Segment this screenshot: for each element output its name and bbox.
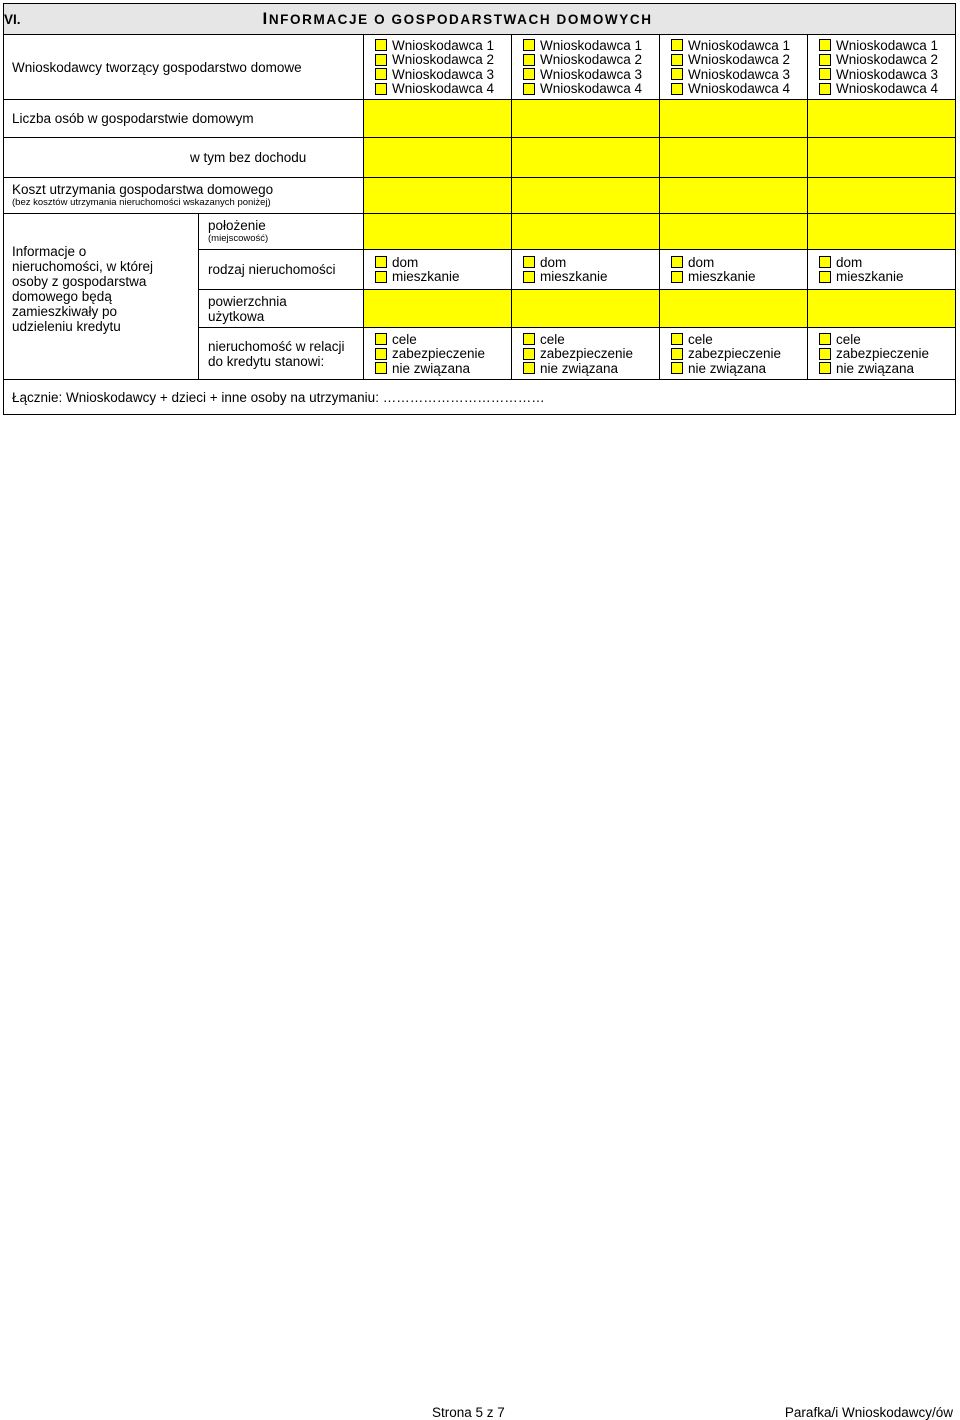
household-info-table xyxy=(3,3,956,415)
checkbox[interactable] xyxy=(819,271,831,283)
checkbox[interactable] xyxy=(375,39,387,51)
checkbox[interactable] xyxy=(819,333,831,345)
checkbox[interactable] xyxy=(523,348,535,360)
checkbox[interactable] xyxy=(819,362,831,374)
people-count-field[interactable] xyxy=(660,100,808,138)
people-count-field[interactable] xyxy=(808,100,956,138)
checkbox[interactable] xyxy=(819,83,831,95)
cost-field[interactable] xyxy=(660,178,808,214)
property-info-label: Informacje o nieruchomości, w której osoby z gospodarstwa domowego będą zamieszkiwały po udzieleniu kredytu xyxy=(4,214,199,380)
applicant-select-hh4: Wnioskodawca 1 Wnioskodawca 2 Wnioskodawca 3 Wnioskodawca 4 xyxy=(808,35,956,100)
without-income-label: w tym bez dochodu xyxy=(4,138,364,178)
checkbox[interactable] xyxy=(375,68,387,80)
checkbox[interactable] xyxy=(375,348,387,360)
checkbox[interactable] xyxy=(671,362,683,374)
cost-field[interactable] xyxy=(364,178,512,214)
location-field[interactable] xyxy=(364,214,512,250)
relation-select: cele zabezpieczenie nie związana xyxy=(808,328,956,380)
initials-label: Parafka/i Wnioskodawcy/ów xyxy=(784,1405,953,1420)
without-income-field[interactable] xyxy=(660,138,808,178)
checkbox[interactable] xyxy=(375,271,387,283)
usable-area-field[interactable] xyxy=(660,290,808,328)
location-label: położenie (miejscowość) xyxy=(199,214,364,250)
property-type-select: dom mieszkanie xyxy=(660,250,808,290)
checkbox[interactable] xyxy=(375,54,387,66)
checkbox[interactable] xyxy=(375,333,387,345)
checkbox[interactable] xyxy=(671,83,683,95)
page-number: Strona 5 z 7 xyxy=(432,1405,505,1420)
section-number: VI. xyxy=(4,4,199,35)
applicant-select-hh1: Wnioskodawca 1 Wnioskodawca 2 Wnioskodawca 3 Wnioskodawca 4 xyxy=(364,35,512,100)
checkbox[interactable] xyxy=(375,83,387,95)
applicant-select-hh2: Wnioskodawca 1 Wnioskodawca 2 Wnioskodawca 3 Wnioskodawca 4 xyxy=(512,35,660,100)
relation-label: nieruchomość w relacji do kredytu stanowi: xyxy=(199,328,364,380)
checkbox[interactable] xyxy=(523,39,535,51)
checkbox[interactable] xyxy=(523,333,535,345)
checkbox[interactable] xyxy=(819,39,831,51)
property-type-select: dom mieszkanie xyxy=(808,250,956,290)
checkbox[interactable] xyxy=(671,271,683,283)
checkbox[interactable] xyxy=(819,68,831,80)
without-income-field[interactable] xyxy=(808,138,956,178)
cost-label: Koszt utrzymania gospodarstwa domowego (bez kosztów utrzymania nieruchomości wskazanych poniżej) xyxy=(4,178,364,214)
relation-select: cele zabezpieczenie nie związana xyxy=(660,328,808,380)
without-income-field[interactable] xyxy=(364,138,512,178)
checkbox[interactable] xyxy=(671,39,683,51)
people-count-label: Liczba osób w gospodarstwie domowym xyxy=(4,100,364,138)
checkbox[interactable] xyxy=(375,362,387,374)
property-type-select: dom mieszkanie xyxy=(364,250,512,290)
usable-area-field[interactable] xyxy=(512,290,660,328)
usable-area-field[interactable] xyxy=(364,290,512,328)
people-count-field[interactable] xyxy=(512,100,660,138)
people-count-field[interactable] xyxy=(364,100,512,138)
cost-field[interactable] xyxy=(512,178,660,214)
checkbox[interactable] xyxy=(375,256,387,268)
household-members-label: Wnioskodawcy tworzący gospodarstwo domowe xyxy=(4,35,364,100)
usable-area-label: powierzchnia użytkowa xyxy=(199,290,364,328)
checkbox[interactable] xyxy=(671,68,683,80)
checkbox[interactable] xyxy=(523,256,535,268)
checkbox[interactable] xyxy=(523,68,535,80)
applicant-select-hh3: Wnioskodawca 1 Wnioskodawca 2 Wnioskodawca 3 Wnioskodawca 4 xyxy=(660,35,808,100)
property-type-label: rodzaj nieruchomości xyxy=(199,250,364,290)
location-field[interactable] xyxy=(808,214,956,250)
checkbox[interactable] xyxy=(523,271,535,283)
location-field[interactable] xyxy=(512,214,660,250)
relation-select: cele zabezpieczenie nie związana xyxy=(512,328,660,380)
checkbox[interactable] xyxy=(671,333,683,345)
usable-area-field[interactable] xyxy=(808,290,956,328)
checkbox[interactable] xyxy=(671,54,683,66)
relation-select: cele zabezpieczenie nie związana xyxy=(364,328,512,380)
property-type-select: dom mieszkanie xyxy=(512,250,660,290)
checkbox[interactable] xyxy=(523,54,535,66)
checkbox[interactable] xyxy=(523,362,535,374)
checkbox[interactable] xyxy=(819,256,831,268)
total-line[interactable]: Łącznie: Wnioskodawcy + dzieci + inne osoby na utrzymaniu: ……………………………… xyxy=(4,380,956,415)
checkbox[interactable] xyxy=(671,256,683,268)
section-title: INFORMACJE O GOSPODARSTWACH DOMOWYCH xyxy=(199,4,956,35)
checkbox[interactable] xyxy=(671,348,683,360)
without-income-field[interactable] xyxy=(512,138,660,178)
checkbox[interactable] xyxy=(819,54,831,66)
cost-field[interactable] xyxy=(808,178,956,214)
checkbox[interactable] xyxy=(819,348,831,360)
location-field[interactable] xyxy=(660,214,808,250)
checkbox[interactable] xyxy=(523,83,535,95)
